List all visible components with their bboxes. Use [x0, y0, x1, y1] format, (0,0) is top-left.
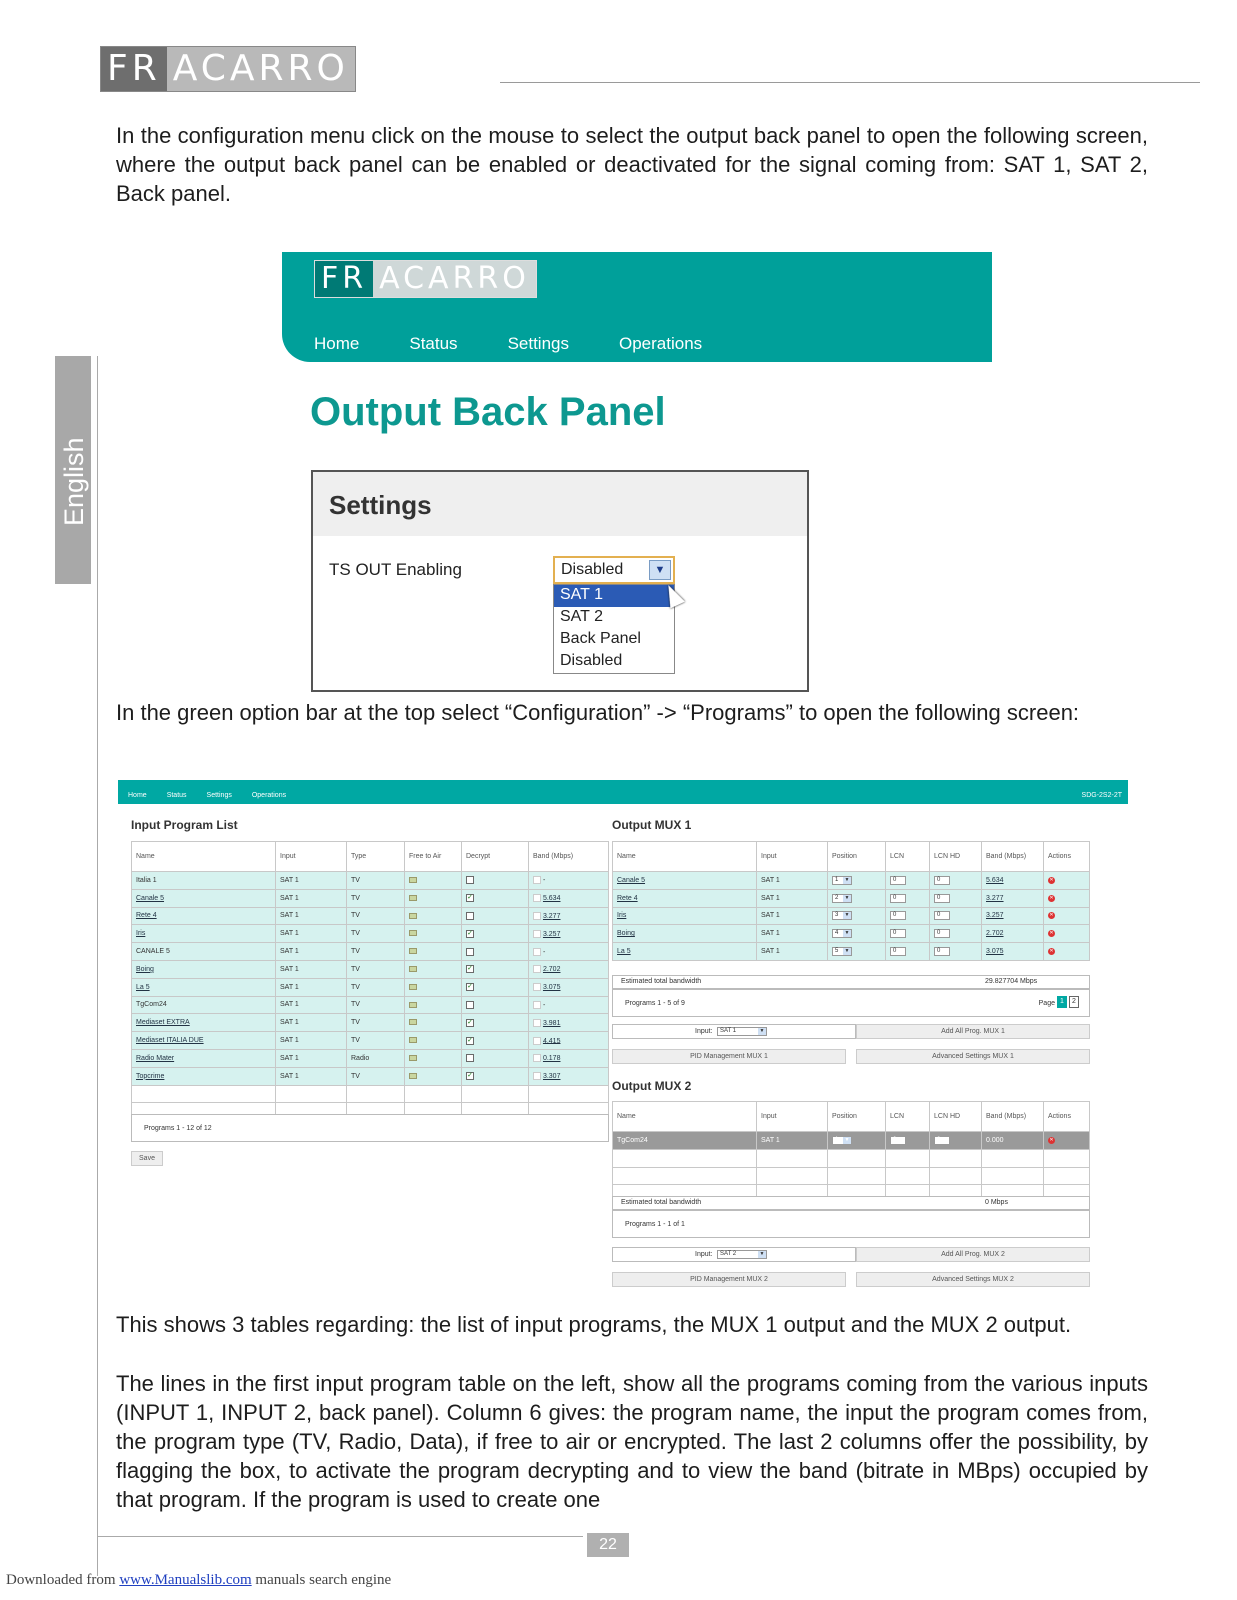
- page-number: 22: [587, 1533, 629, 1557]
- program-name[interactable]: TgCom24: [613, 1132, 757, 1150]
- program-band: 3.277: [982, 889, 1044, 907]
- decrypt-checkbox[interactable]: ✓: [462, 925, 529, 943]
- decrypt-checkbox[interactable]: [462, 996, 529, 1014]
- lcn-input[interactable]: 0: [886, 907, 930, 925]
- mux1-title: Output MUX 1: [612, 818, 692, 832]
- add-all-mux2-button[interactable]: Add All Prog. MUX 2: [856, 1247, 1090, 1262]
- program-band: 0.000: [982, 1132, 1044, 1150]
- advanced-mux1-button[interactable]: Advanced Settings MUX 1: [856, 1049, 1090, 1064]
- free-to-air-icon: [405, 1067, 462, 1085]
- chevron-down-icon[interactable]: ▼: [649, 560, 671, 580]
- program-band: 4.415: [529, 1032, 609, 1050]
- margin-rule: [97, 356, 98, 1576]
- remove-icon[interactable]: ✕: [1044, 907, 1090, 925]
- program-band: 3.075: [982, 943, 1044, 961]
- download-footer: Downloaded from www.Manualslib.com manuals search engine: [6, 1572, 392, 1588]
- program-input: SAT 1: [276, 907, 347, 925]
- remove-icon[interactable]: ✕: [1044, 889, 1090, 907]
- program-type: TV: [347, 907, 405, 925]
- program-input: SAT 1: [276, 996, 347, 1014]
- program-name[interactable]: Mediaset EXTRA: [132, 1014, 276, 1032]
- lcn-input[interactable]: 0: [886, 1132, 930, 1150]
- nav-operations[interactable]: Operations: [251, 792, 287, 799]
- program-band: 0.178: [529, 1049, 609, 1067]
- table-row: [132, 907, 609, 925]
- program-input: SAT 1: [276, 925, 347, 943]
- table-row: Iris SAT 1 3 ▼ 0 0 3.257 ✕: [613, 907, 1090, 925]
- program-input: SAT 1: [276, 1014, 347, 1032]
- free-to-air-icon: [405, 978, 462, 996]
- program-type: Radio: [347, 1049, 405, 1067]
- mux2-title: Output MUX 2: [612, 1079, 692, 1093]
- screenshot-programs: [118, 780, 1128, 1320]
- program-name[interactable]: Canale 5: [613, 872, 757, 890]
- position-select[interactable]: 4 ▼: [828, 925, 886, 943]
- position-select[interactable]: 1 ▼: [828, 872, 886, 890]
- free-to-air-icon: [405, 1049, 462, 1067]
- table-row: [132, 960, 609, 978]
- chevron-down-icon: ▼: [759, 1251, 765, 1257]
- mux1-table: Name Input Position LCN LCN HD Band (Mbps) Actions Canale 5 SAT 1 1 ▼ 0 0 5.634 ✕ Rete 4 SAT 1 2 ▼ 0 0 3.277 ✕ Iris SAT 1 3 ▼ 0 0 3.257 ✕ Boing SAT 1 4 ▼ 0 0 2.702 ✕ La 5 SAT 1 5 ▼ 0 0 3.075 ✕: [612, 841, 1090, 961]
- program-name[interactable]: Iris: [132, 925, 276, 943]
- program-name[interactable]: Iris: [613, 907, 757, 925]
- add-all-mux1-button[interactable]: Add All Prog. MUX 1: [856, 1024, 1090, 1039]
- lcnhd-input[interactable]: 0: [930, 872, 982, 890]
- input-list-title: Input Program List: [131, 818, 238, 832]
- app-logo: FR ACARRO: [314, 260, 537, 298]
- mux2-table: Name Input Position LCN LCN HD Band (Mbps) Actions TgCom24 SAT 1 1 ▼ 0 0 0.000 ✕: [612, 1101, 1090, 1221]
- program-band: 5.634: [982, 872, 1044, 890]
- empty-row: [613, 1167, 1090, 1185]
- nav-home[interactable]: Home: [314, 334, 360, 353]
- table-row: TgCom24 SAT 1 1 ▼ 0 0 0.000 ✕: [613, 1132, 1090, 1150]
- col-input: Input: [276, 842, 347, 872]
- program-type: TV: [347, 1032, 405, 1050]
- program-type: TV: [347, 1067, 405, 1085]
- remove-icon[interactable]: ✕: [1044, 1132, 1090, 1150]
- remove-icon[interactable]: ✕: [1044, 872, 1090, 890]
- lcnhd-input[interactable]: 0: [930, 907, 982, 925]
- free-to-air-icon: [405, 943, 462, 961]
- program-name[interactable]: La 5: [132, 978, 276, 996]
- program-band: -: [529, 943, 609, 961]
- table-row: Boing SAT 1 4 ▼ 0 0 2.702 ✕: [613, 925, 1090, 943]
- program-type: TV: [347, 872, 405, 890]
- program-name[interactable]: Topcrime: [132, 1067, 276, 1085]
- app-header: [282, 252, 992, 362]
- free-to-air-icon: [405, 925, 462, 943]
- input-list-footer: Programs 1 - 12 of 12: [131, 1114, 609, 1142]
- decrypt-checkbox[interactable]: [462, 872, 529, 890]
- table-row: [132, 889, 609, 907]
- col-type: Type: [347, 842, 405, 872]
- free-to-air-icon: [405, 872, 462, 890]
- decrypt-checkbox[interactable]: ✓: [462, 1067, 529, 1085]
- table-row: [132, 1049, 609, 1067]
- header-rule: [500, 82, 1200, 83]
- decrypt-checkbox[interactable]: [462, 1049, 529, 1067]
- settings-box: [311, 470, 809, 692]
- program-band: 2.702: [982, 925, 1044, 943]
- decrypt-checkbox[interactable]: [462, 907, 529, 925]
- ts-out-label: TS OUT Enabling: [329, 560, 462, 579]
- col-free: Free to Air: [405, 842, 462, 872]
- program-name[interactable]: Canale 5: [132, 889, 276, 907]
- mux2-estimate: Estimated total bandwidth 0 Mbps: [612, 1196, 1090, 1210]
- description-paragraph: The lines in the first input program table on the left, show all the programs coming from the various inputs (INPUT 1, INPUT 2, back panel). Column 6 gives: the program name, the input the program comes from, the program type (TV, Radio, Data), if free to air or encrypted. The last 2 columns offer the possibility, by flagging the box, to activate the program decrypting and to view the band (bitrate in MBps) occupied by that program. If the program is used to create one: [116, 1371, 1148, 1512]
- program-type: TV: [347, 943, 405, 961]
- mux2-input-row: Input: SAT 2 ▼: [612, 1247, 856, 1262]
- table-row: [132, 872, 609, 890]
- program-name: TgCom24: [132, 996, 276, 1014]
- program-band: 3.307: [529, 1067, 609, 1085]
- program-band: 2.702: [529, 960, 609, 978]
- option-sat2[interactable]: SAT 2: [560, 608, 603, 625]
- table-row: Canale 5 SAT 1 1 ▼ 0 0 5.634 ✕: [613, 872, 1090, 890]
- free-to-air-icon: [405, 1032, 462, 1050]
- free-to-air-icon: [405, 996, 462, 1014]
- remove-icon[interactable]: ✕: [1044, 925, 1090, 943]
- main-nav: [314, 334, 702, 354]
- lcnhd-input[interactable]: 0: [930, 925, 982, 943]
- program-type: TV: [347, 996, 405, 1014]
- table-row: [132, 978, 609, 996]
- option-back-panel[interactable]: Back Panel: [560, 630, 641, 647]
- decrypt-checkbox[interactable]: ✓: [462, 978, 529, 996]
- program-input: SAT 1: [276, 1049, 347, 1067]
- ts-out-select[interactable]: Disabled ▼: [553, 556, 675, 584]
- page-title: Output Back Panel: [310, 390, 666, 434]
- save-button[interactable]: Save: [131, 1151, 163, 1166]
- program-name[interactable]: Rete 4: [132, 907, 276, 925]
- table-row: [132, 1014, 609, 1032]
- nav-status[interactable]: Status: [166, 792, 187, 799]
- program-input: SAT 1: [276, 960, 347, 978]
- lcnhd-input[interactable]: 0: [930, 1132, 982, 1150]
- decrypt-checkbox[interactable]: ✓: [462, 1032, 529, 1050]
- program-type: TV: [347, 1014, 405, 1032]
- lcnhd-input[interactable]: 0: [930, 889, 982, 907]
- program-band: 3.981: [529, 1014, 609, 1032]
- program-input: SAT 1: [276, 889, 347, 907]
- page-2-button[interactable]: 2: [1069, 996, 1079, 1008]
- logo-part2: ACARRO: [167, 47, 355, 91]
- empty-row: [613, 1149, 1090, 1167]
- device-model: SDG-2S2-2T: [1081, 792, 1122, 799]
- mux1-footer: Programs 1 - 5 of 9 Page 1 2: [612, 989, 1090, 1017]
- language-tab: English: [55, 356, 91, 584]
- program-band: -: [529, 996, 609, 1014]
- program-band: 3.277: [529, 907, 609, 925]
- program-band: -: [529, 872, 609, 890]
- mux1-input-row: Input: SAT 1 ▼: [612, 1024, 856, 1039]
- table-row: [132, 1032, 609, 1050]
- mux2-input-select[interactable]: SAT 2 ▼: [717, 1250, 767, 1259]
- free-to-air-icon: [405, 889, 462, 907]
- program-input: SAT 1: [276, 978, 347, 996]
- program-band: 3.257: [529, 925, 609, 943]
- tables-paragraph: This shows 3 tables regarding: the list of input programs, the MUX 1 output and the MUX 2 output.: [116, 1312, 1072, 1337]
- nav-status[interactable]: Status: [409, 334, 458, 353]
- free-to-air-icon: [405, 1014, 462, 1032]
- input-program-table: [131, 841, 609, 1139]
- option-sat1[interactable]: SAT 1: [554, 585, 674, 607]
- intro-paragraph: In the configuration menu click on the mouse to select the output back panel to open the following screen, where the output back panel can be enabled or deactivated for the signal coming from: SAT 1, SAT 2, Back panel.: [116, 123, 1148, 206]
- table-row: La 5 SAT 1 5 ▼ 0 0 3.075 ✕: [613, 943, 1090, 961]
- nav-operations[interactable]: Operations: [619, 334, 703, 353]
- remove-icon[interactable]: ✕: [1044, 943, 1090, 961]
- logo-part1: FR: [101, 47, 167, 91]
- advanced-mux2-button[interactable]: Advanced Settings MUX 2: [856, 1272, 1090, 1287]
- program-input: SAT 1: [276, 1032, 347, 1050]
- program-type: TV: [347, 978, 405, 996]
- position-select[interactable]: 1 ▼: [828, 1132, 886, 1150]
- program-input: SAT 1: [276, 872, 347, 890]
- col-band: Band (Mbps): [529, 842, 609, 872]
- program-type: TV: [347, 889, 405, 907]
- program-input: SAT 1: [276, 1067, 347, 1085]
- nav-settings[interactable]: Settings: [206, 792, 232, 799]
- lcnhd-input[interactable]: 0: [930, 943, 982, 961]
- empty-row: [132, 1085, 609, 1103]
- decrypt-checkbox[interactable]: [462, 943, 529, 961]
- program-input: SAT 1: [276, 943, 347, 961]
- program-type: TV: [347, 960, 405, 978]
- mux2-footer: Programs 1 - 1 of 1: [612, 1210, 1090, 1238]
- footer-rule: [97, 1536, 583, 1537]
- free-to-air-icon: [405, 960, 462, 978]
- lcn-input[interactable]: 0: [886, 889, 930, 907]
- program-name[interactable]: Rete 4: [613, 889, 757, 907]
- position-select[interactable]: 5 ▼: [828, 943, 886, 961]
- program-name[interactable]: Boing: [132, 960, 276, 978]
- program-name[interactable]: Radio Mater: [132, 1049, 276, 1067]
- program-name: CANALE 5: [132, 943, 276, 961]
- program-name[interactable]: Boing: [613, 925, 757, 943]
- program-band: 3.257: [982, 907, 1044, 925]
- mux1-input-select[interactable]: SAT 1 ▼: [717, 1027, 767, 1036]
- table-row: [132, 1067, 609, 1085]
- page-1-button[interactable]: 1: [1057, 996, 1067, 1008]
- lcn-input[interactable]: 0: [886, 925, 930, 943]
- manualslib-link[interactable]: www.Manualslib.com: [119, 1572, 252, 1588]
- decrypt-checkbox[interactable]: ✓: [462, 889, 529, 907]
- free-to-air-icon: [405, 907, 462, 925]
- col-decrypt: Decrypt: [462, 842, 529, 872]
- option-disabled[interactable]: Disabled: [560, 652, 623, 669]
- table-row: [132, 996, 609, 1014]
- table-row: Rete 4 SAT 1 2 ▼ 0 0 3.277 ✕: [613, 889, 1090, 907]
- lcn-input[interactable]: 0: [886, 872, 930, 890]
- decrypt-checkbox[interactable]: ✓: [462, 1014, 529, 1032]
- brand-logo: [100, 46, 356, 92]
- nav-settings[interactable]: Settings: [507, 334, 569, 353]
- col-name: Name: [132, 842, 276, 872]
- settings-title: Settings: [313, 472, 807, 536]
- app-navbar: [118, 780, 1128, 804]
- position-select[interactable]: 2 ▼: [828, 889, 886, 907]
- nav-home[interactable]: Home: [128, 792, 147, 799]
- table-row: [132, 925, 609, 943]
- program-name[interactable]: Mediaset ITALIA DUE: [132, 1032, 276, 1050]
- lcn-input[interactable]: 0: [886, 943, 930, 961]
- table-row: [132, 943, 609, 961]
- ts-out-options: [553, 584, 675, 674]
- program-band: 5.634: [529, 889, 609, 907]
- chevron-down-icon: ▼: [759, 1028, 765, 1034]
- program-type: TV: [347, 925, 405, 943]
- program-band: 3.075: [529, 978, 609, 996]
- position-select[interactable]: 3 ▼: [828, 907, 886, 925]
- program-name: Italia 1: [132, 872, 276, 890]
- pid-mux2-button[interactable]: PID Management MUX 2: [612, 1272, 846, 1287]
- screenshot-output-back-panel: [282, 252, 992, 362]
- instruction-paragraph: In the green option bar at the top select “Configuration” -> “Programs” to open the following screen:: [116, 700, 1080, 725]
- decrypt-checkbox[interactable]: ✓: [462, 960, 529, 978]
- program-name[interactable]: La 5: [613, 943, 757, 961]
- mux1-estimate: Estimated total bandwidth 29.827704 Mbps: [612, 975, 1090, 989]
- pid-mux1-button[interactable]: PID Management MUX 1: [612, 1049, 846, 1064]
